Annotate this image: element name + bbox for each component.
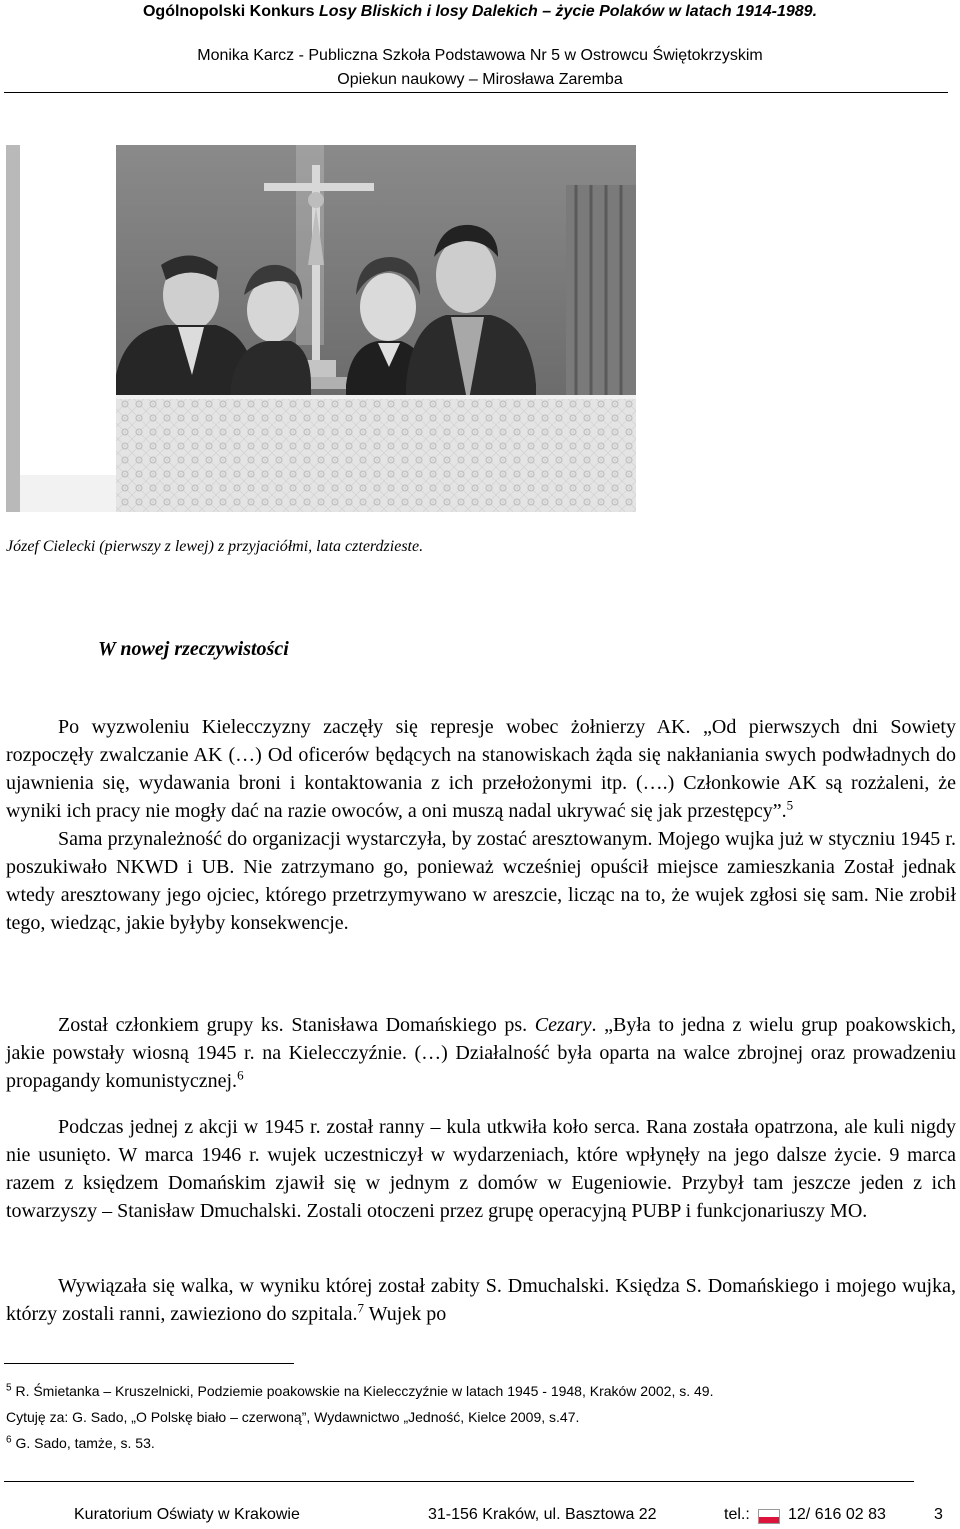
footer-divider [4,1481,914,1482]
footnote-5 [6,1378,956,1404]
pseudonym: Cezary [534,1014,592,1036]
paragraph-wounded-text: Podczas jednej z akcji w 1945 r. został ranny – kula utkwiła koło serca. Rana została opatrzona, ale kuli nigdy nie usunięto. W marca 1946 r. wujek uczestniczył w wydarzeniach, które wpłynęły na jego dalsze życie. 9 marca razem z księdzem Domańskim zjawił się w jednym z domów w Eugeniowie. Przybył tam jeszcze jeden z ich towarzyszy – Stanisław Dmuchalski. Zostali otoczeni przez grupę operacyjną PUBP i funkcjonariuszy MO. [6,1116,956,1222]
photo-caption: Józef Cielecki (pierwszy z lewej) z przyjaciółmi, lata czterdzieste. [6,538,424,555]
contest-title-italic: Losy Bliskich i losy Dalekich – życie Polaków w latach 1914-1989. [318,3,818,20]
footnote-ref-7: 7 [357,1300,365,1316]
section-title: W nowej rzeczywistości [98,638,289,660]
author-school: Monika Karcz - Publiczna Szkoła Podstawowa Nr 5 w Ostrowcu Świętokrzyskim [197,47,763,64]
header-divider [4,92,948,93]
footnote-number: 5 [6,1382,12,1394]
footnote-text: Cytuję za: G. Sado, „O Polskę biało – czerwoną”, Wydawnictwo „Jedność, Kielce 2009, s.47. [6,1409,580,1425]
paragraph-wounded [6,1113,956,1225]
paragraph-membership: Sama przynależność do organizacji wystarczyła, by zostać aresztowanym. Mojego wujka już w styczniu 1945 r. poszukiwało NKWD i UB. Nie zatrzymano go, ponieważ wcześniej opuścił miejsce zamieszkania Został jednak wtedy aresztowany jego ojciec, którego przetrzymywano w areszcie, licząc na to, że wujek zgłosi się sam. Nie zrobił tego, wiedząc, jakie byłyby konsekwencje. [6,828,956,934]
paragraph-repressions-text: Po wyzwoleniu Kielecczyzny zaczęły się represje wobec żołnierzy AK. „Od pierwszych dni Sowiety rozpoczęły zwalczanie AK (…) Od oficerów będących na stanowiskach żąda się nakłaniania swych podwładnych do ujawnienia się, wydawania broni i kontaktowania z ich przełożonymi itp. (….) Członkowie AK są rozżaleni, że wyniki ich pracy nie mogły dać na razie owoców, a oni muszą nadal ukrywać się jak przestępcy”. [6,716,956,822]
paragraph-group-member-text [6,1011,956,1095]
group-photo-image [6,145,636,512]
paragraph-group-before: Został członkiem grupy ks. Stanisława Domańskiego ps. [58,1014,535,1036]
paragraph-fight-after: Wujek po [364,1303,447,1325]
footnote-number: 6 [6,1434,12,1446]
footnote-6 [6,1430,956,1456]
footnote-text: R. Śmietanka – Kruszelnicki, Podziemie poakowskie na Kielecczyźnie w latach 1945 - 1948, Kraków 2002, s. 49. [11,1383,714,1399]
paragraph-fight [6,1272,956,1328]
footnote-text: G. Sado, tamże, s. 53. [11,1435,155,1451]
paragraph-group-member [6,1011,956,1095]
polish-flag-icon [758,1509,780,1524]
contest-title-bold: Ogólnopolski Konkurs [142,3,319,20]
page-footer [74,1504,954,1526]
supervisor: Opiekun naukowy – Mirosława Zaremba [337,71,623,88]
footer-address: 31-156 Kraków, ul. Basztowa 22 [428,1506,657,1523]
footer-tel-number: 12/ 616 02 83 [788,1506,886,1523]
paragraph-group-after: . „Była to jedna z wielu grup poakowskich, jakie powstały wiosną 1945 r. na Kielecczyźnie. (…) Działalność była oparta na walce zbrojnej oraz prowadzeniu propagandy komunistycznej. [6,1014,956,1092]
footnote-ref-5: 5 [786,797,794,813]
contest-title [0,0,960,24]
footer-tel-label: tel.: [724,1506,750,1523]
paragraph-block-1 [6,713,956,937]
footnote-ref-6: 6 [237,1067,244,1083]
paragraph-fight-text [6,1272,956,1328]
footnotes [6,1378,956,1456]
group-photo [6,145,636,512]
paragraph-fight-main: Wywiązała się walka, w wyniku której został zabity S. Dmuchalski. Księdza S. Domańskiego i mojego wujka, którzy zostali ranni, zawieziono do szpitala. [6,1275,956,1325]
footnote-divider [4,1363,294,1364]
page-number: 3 [934,1506,943,1523]
footnote-5-continued [6,1404,956,1430]
paragraph-repressions [6,713,956,825]
footer-institution: Kuratorium Oświaty w Krakowie [74,1506,300,1523]
